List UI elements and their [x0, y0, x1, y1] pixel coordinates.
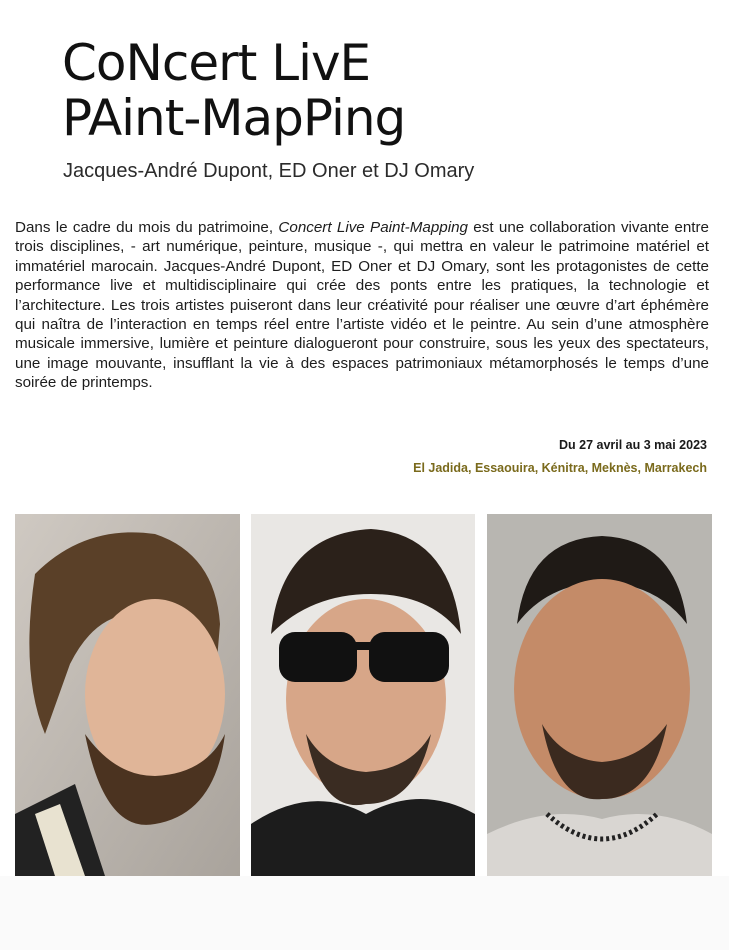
artists-subtitle: Jacques-André Dupont, ED Oner et DJ Omary [63, 160, 475, 182]
description-rest: est une collaboration vivante entre trois disciplines, - art numérique, peinture, musique -, qui mettra en valeur le patrimoine matériel et immatériel marocain. Jacques-André Dupont, ED Oner et DJ Omary, sont les protagonistes de cette performance live et multidisciplinaire qui crée des ponts entre les pratiques, la technologie et l’architecture. Les trois artistes puiseront dans leur créativité pour réaliser une œuvre d’art éphémère qui naîtra de l’interaction en temps réel entre l’artiste vidéo et le peintre. Au sein d’une atmosphère musicale immersive, lumière et peinture dialogueront pour construire, sous les yeux des spectateurs, une image mouvante, insufflant la vie à des espaces patrimoniaux métamorphosés le temps d’une soirée de printemps. [15, 219, 709, 392]
description-intro: Dans le cadre du mois du patrimoine, [15, 219, 279, 236]
page-title [62, 36, 405, 146]
page-bottom-margin [0, 876, 729, 950]
portrait-photo-3 [487, 514, 712, 876]
title-line-1: CoNcert LivE [62, 34, 371, 92]
event-name-inline: Concert Live Paint-Mapping [278, 219, 468, 236]
description-paragraph [15, 218, 709, 393]
portrait-photo-1 [15, 514, 240, 876]
event-cities: El Jadida, Essaouira, Kénitra, Meknès, Marrakech [413, 461, 707, 475]
event-dates: Du 27 avril au 3 mai 2023 [558, 438, 707, 452]
title-line-2: PAint-MapPing [62, 89, 406, 147]
portrait-photo-2 [251, 514, 475, 876]
